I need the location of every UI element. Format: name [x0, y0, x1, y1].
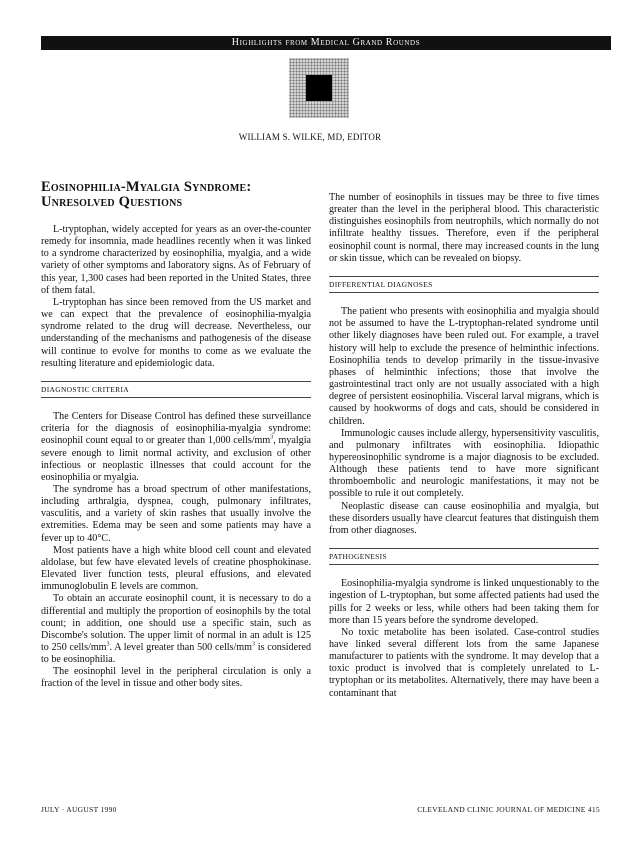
paragraph [41, 411, 311, 484]
section-heading-pathogenesis: PATHOGENESIS [329, 548, 599, 565]
footer-date: JULY · AUGUST 1990 [41, 805, 117, 814]
text: The Centers for Disease Control has defined these surveillance criteria for the diagnosis of eosinophilia-myalgia syndrome: eosinophil count equal to or greater than 1,000 cells/mm [41, 411, 311, 447]
right-column [329, 192, 599, 700]
paragraph: Eosinophilia-myalgia syndrome is linked unquestionably to the ingestion of L-tryptophan, but some affected patients had used the pills for 2 weeks or less, while others had been taking them for more than 15 years before the syndrome developed. [329, 578, 599, 626]
paragraph: Neoplastic disease can cause eosinophilia and myalgia, but these disorders usually have clearcut features that distinguish them from other diagnoses. [329, 500, 599, 536]
superscript: 3 [270, 434, 274, 441]
paragraph: The number of eosinophils in tissues may be three to five times greater than the level in the peripheral blood. This characteristic distinguishes eosinophils from neutrophils, which normally do not infiltrate healthy tissues. Therefore, even if the peripheral eosinophil count is normal, there may increased counts in the lung or skin tissue, which can be revealed on biopsy. [329, 192, 599, 264]
journal-logo-icon [289, 58, 349, 118]
paragraph: No toxic metabolite has been isolated. Case-control studies have linked several different lots from the same Japanese manufacturer to patients with the syndrome. It may develop that a toxic product is involved that is completely unrelated to L-tryptophan or its metabolites. Alternatively, there may have been a contaminant that [329, 626, 599, 699]
section-heading-differential: DIFFERENTIAL DIAGNOSES [329, 276, 599, 293]
paragraph: Most patients have a high white blood cell count and elevated aldolase, but few have elevated levels of creatine phosphokinase. Elevated liver function tests, pleural effusions, and elevated immunoglobulin E levels are common. [41, 544, 311, 593]
paragraph: Immunologic causes include allergy, hypersensitivity vasculitis, and pulmonary infiltrates with eosinophilia. Idiopathic hypereosinophilic syndrome is a major diagnosis to be excluded. Although these patients tend to have more significant thromboembolic and neurologic manifestations, it may not be possible to rule it out completely. [329, 427, 599, 500]
footer-journal: CLEVELAND CLINIC JOURNAL OF MEDICINE 415 [417, 805, 600, 814]
section-heading-diagnostic: DIAGNOSTIC CRITERIA [41, 381, 311, 398]
paragraph [41, 593, 311, 666]
paragraph: The eosinophil level in the peripheral circulation is only a fraction of the level in tissue and other body sites. [41, 666, 311, 690]
text: , myalgia severe enough to limit normal activity, and exclusion of other infectious or neoplastic illnesses that could account for the eosinophilia or myalgia. [41, 435, 311, 483]
logo-core [306, 75, 332, 101]
paragraph: L-tryptophan, widely accepted for years as an over-the-counter remedy for insomnia, made headlines recently when it was linked to a syndrome characterized by eosinophilia, myalgia, and a wide variety of other symptoms and laboratory signs. As of February of this year, 1,300 cases had been reported in the United States, three of them fatal. [41, 224, 311, 296]
superscript: 3 [252, 641, 255, 648]
left-column [41, 180, 311, 691]
article-title: Eosinophilia-Myalgia Syndrome: Unresolved Questions [41, 179, 252, 210]
text: . A level greater than 500 cells/mm [109, 642, 252, 653]
text: To obtain an accurate eosinophil count, it is necessary to do a differential and multiply the proportion of eosinophils by the total count; in addition, one should use a specific stain, such as Discombe's solution. The upper limit of normal in an adult is 125 to 250 cells/mm [41, 593, 311, 653]
superscript: 3 [106, 641, 110, 648]
paragraph: The syndrome has a broad spectrum of other manifestations, including arthralgia, dyspnea, cough, pulmonary infiltrates, vasculitis, and a variety of skin rashes that usually involve the extremities. Edema may be seen and some patients may have a fever up to 40°C. [41, 483, 311, 544]
paragraph: The patient who presents with eosinophilia and myalgia should not be assumed to have the L-tryptophan-related syndrome until other likely diagnoses have been ruled out. For example, a travel history will help to exclude the presence of helminthic infections. Eosinophilia tends to develop primarily in the tissue-invasive phases of helminthic infections; those that involve the gastrointestinal tract only are not usually associated with a high degree of persistent eosinophilia. Visceral larval migrans, which is caused by hookworms of dogs and cats, should be considered in children. [329, 306, 599, 427]
editor-byline: WILLIAM S. WILKE, MD, EDITOR [238, 132, 382, 142]
paragraph: L-tryptophan has since been removed from the US market and we can expect that the prevalence of eosinophilia-myalgia syndrome related to the drug will decrease. Nevertheless, our understanding of the mechanisms and pathogenesis of the disease will continue to evolve for months to come as we evaluate the resulting literature and epidemiologic data. [41, 296, 311, 369]
section-banner: Highlights from Medical Grand Rounds [41, 36, 611, 50]
text: is considered to be eosinophilia. [41, 642, 311, 666]
